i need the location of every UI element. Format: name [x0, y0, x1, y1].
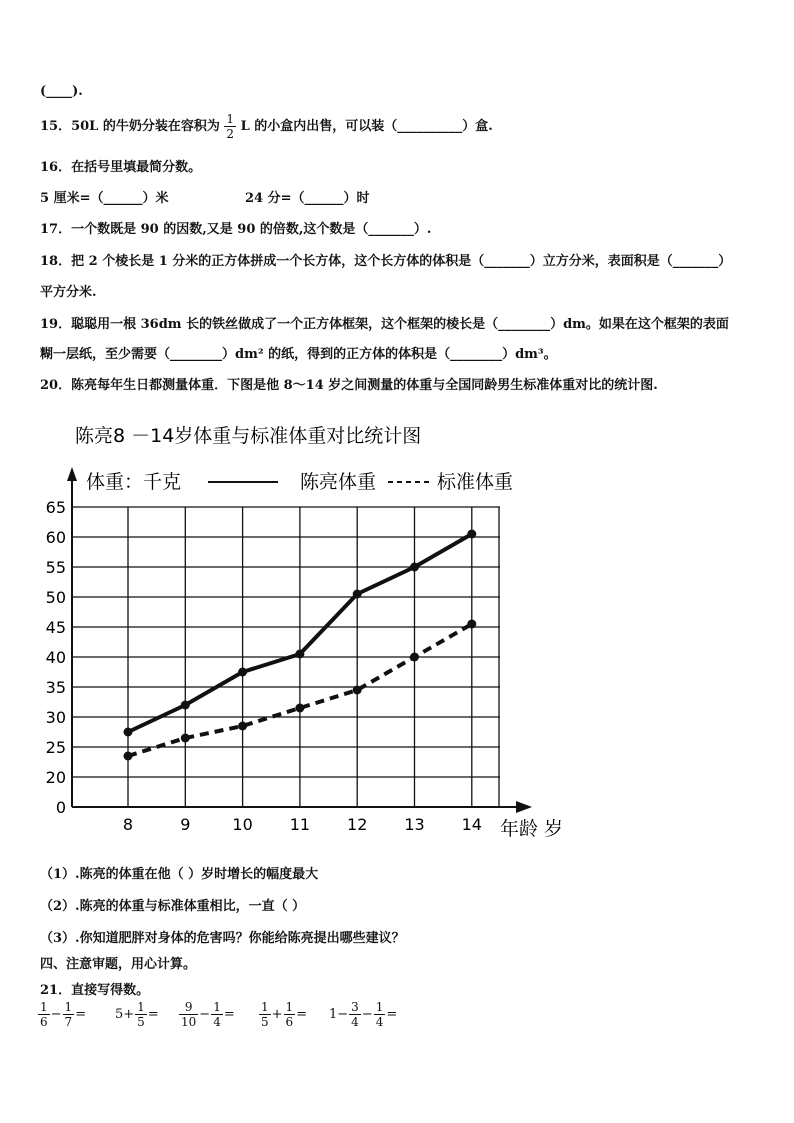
operator: = [386, 1007, 398, 1022]
operator: − [361, 1007, 373, 1022]
y-tick-label: 55 [45, 558, 66, 577]
denominator: 2 [226, 127, 235, 141]
question-18-line2: 平方分米. [40, 285, 97, 300]
y-tick-label: 50 [45, 588, 66, 607]
fraction: $\frac{1}{7}$ [64, 1000, 73, 1029]
y-tick-label: 60 [45, 528, 66, 547]
fraction: $\frac{1}{6}$ [285, 1000, 294, 1029]
operator: = [147, 1007, 159, 1022]
operator: + [271, 1007, 283, 1022]
legend-label-2: 标准体重 [437, 471, 514, 493]
q15-text-post: L 的小盒内出售，可以装（__________）盒. [240, 119, 493, 134]
data-point-series-2 [295, 704, 304, 713]
data-point-series-2 [238, 722, 247, 731]
expression-4 [259, 1000, 308, 1029]
operator: 5+ [115, 1007, 135, 1022]
fraction: $\frac{1}{5}$ [261, 1000, 269, 1029]
x-tick-label: 12 [347, 815, 368, 834]
data-point-series-2 [410, 653, 419, 662]
fraction: $\frac{1}{4}$ [375, 1000, 384, 1029]
y-tick-label: 25 [45, 738, 66, 757]
question-17: 17．一个数既是 90 的因数,又是 90 的倍数,这个数是（_______）. [40, 222, 432, 237]
q20-sub-2: （2）.陈亮的体重与标准体重相比，一直（ ） [40, 899, 306, 914]
fraction: $\frac{1}{4}$ [213, 1000, 221, 1029]
q14-tail: (____). [40, 84, 83, 99]
data-point-series-1 [467, 530, 476, 539]
y-tick-label: 65 [45, 498, 66, 517]
q15-text-pre: 15．50L 的牛奶分装在容积为 [40, 119, 220, 134]
question-20: 20．陈亮每年生日都测量体重．下图是他 8～14 岁之间测量的体重与全国同龄男生标准体重对比的统计图. [40, 378, 658, 393]
operator: 1− [329, 1007, 349, 1022]
data-point-series-2 [353, 686, 362, 695]
data-point-series-2 [124, 752, 133, 761]
chart-title: 陈亮8 －14岁体重与标准体重对比统计图 [75, 425, 422, 447]
question-18-line1: 18．把 2 个棱长是 1 分米的正方体拼成一个长方体，这个长方体的体积是（_______）立方分米，表面积是（_______） [40, 254, 732, 269]
data-point-series-1 [353, 590, 362, 599]
expression-5 [328, 1000, 398, 1029]
data-point-series-2 [181, 734, 190, 743]
section-4-heading: 四、注意审题，用心计算。 [40, 957, 197, 972]
expression-1 [38, 1000, 87, 1029]
expression-3 [179, 1000, 236, 1029]
q15-fraction [224, 112, 236, 141]
y-tick-label: 40 [45, 648, 66, 667]
x-axis-arrow [516, 801, 532, 813]
y-axis-arrow [67, 467, 77, 481]
fraction: $\frac{9}{10}$ [181, 1000, 197, 1029]
x-tick-label: 14 [461, 815, 482, 834]
y-tick-label: 35 [45, 678, 66, 697]
question-16: 16．在括号里填最简分数。 [40, 160, 202, 175]
x-tick-label: 10 [232, 815, 253, 834]
legend-label-1: 陈亮体重 [300, 471, 377, 493]
operator: − [50, 1007, 62, 1022]
data-point-series-1 [238, 668, 247, 677]
q20-sub-1: （1）.陈亮的体重在他（ ）岁时增长的幅度最大 [40, 867, 319, 882]
y-tick-label: 45 [45, 618, 66, 637]
data-point-series-1 [124, 728, 133, 737]
y-tick-label: 20 [45, 768, 66, 787]
data-point-series-1 [410, 563, 419, 572]
x-tick-label: 11 [289, 815, 311, 834]
x-tick-label: 13 [404, 815, 425, 834]
y-tick-label: 0 [55, 798, 66, 817]
fraction: $\frac{3}{4}$ [351, 1000, 359, 1029]
x-axis-label: 年龄 岁 [500, 818, 564, 840]
question-19-line2: 糊一层纸，至少需要（________）dm² 的纸，得到的正方体的体积是（________）dm³。 [40, 347, 557, 362]
q20-sub-3: （3）.你知道肥胖对身体的危害吗？你能给陈亮提出哪些建议？ [40, 931, 405, 946]
y-axis-label: 体重：千克 [86, 471, 182, 493]
data-point-series-1 [181, 701, 190, 710]
fraction: $\frac{1}{5}$ [137, 1000, 145, 1029]
operator: = [296, 1007, 308, 1022]
data-point-series-1 [295, 650, 304, 659]
x-tick-label: 8 [122, 815, 134, 834]
data-point-series-2 [467, 620, 476, 629]
x-tick-label: 9 [180, 815, 191, 834]
q16-part-b: 24 分=（______）时 [245, 191, 370, 206]
weight-comparison-chart [0, 405, 794, 845]
fraction: $\frac{1}{6}$ [40, 1000, 48, 1029]
expression-2 [114, 1000, 160, 1029]
question-19-line1: 19．聪聪用一根 36dm 长的铁丝做成了一个正方体框架，这个框架的棱长是（________）dm。如果在这个框架的表面 [40, 317, 729, 332]
question-15 [40, 112, 493, 141]
operator: = [223, 1007, 235, 1022]
numerator: 1 [226, 112, 235, 126]
question-21: 21．直接写得数。 [40, 983, 150, 998]
operator: = [75, 1007, 87, 1022]
q16-part-a: 5 厘米=（______）米 [40, 191, 169, 206]
operator: − [199, 1007, 211, 1022]
y-tick-label: 30 [45, 708, 66, 727]
